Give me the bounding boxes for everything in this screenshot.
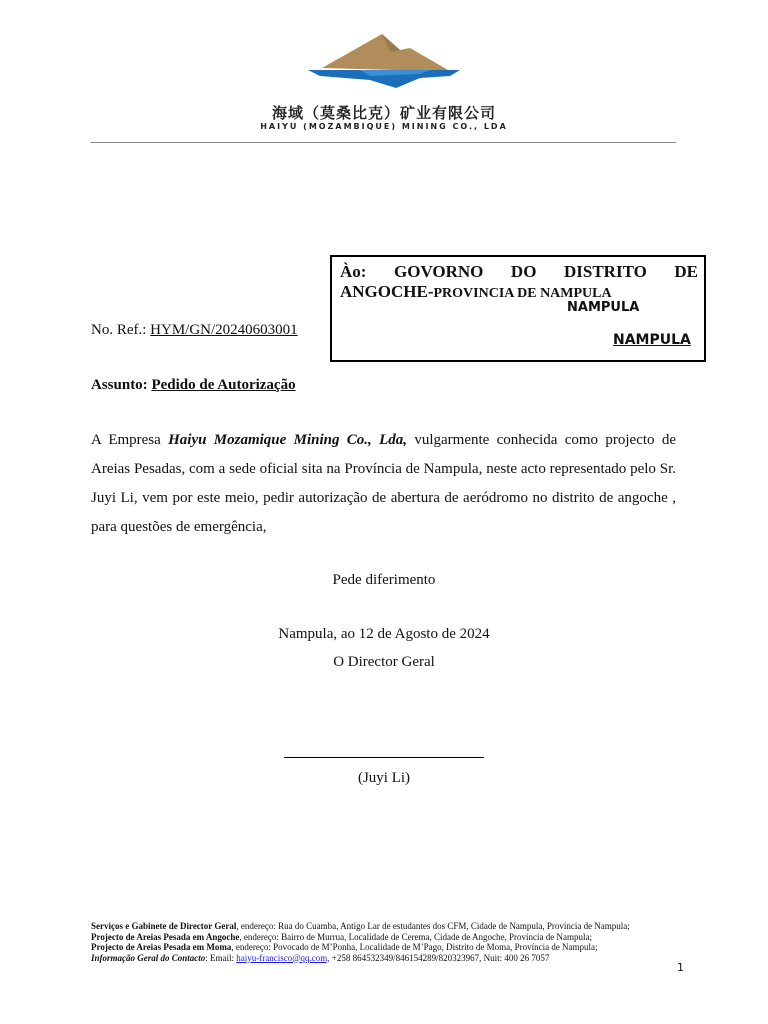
footer-email-link[interactable]: haiyu-francisco@qq.com, — [236, 952, 330, 963]
signer-title: O Director Geral — [333, 654, 435, 670]
footer-line-3: Projecto de Areias Pesada em Moma, endereço: Povocado de M’Ponha, Localidade de M’Pago, Distrito de Moma, Província de Nampula; — [91, 942, 598, 952]
date-line: Nampula, ao 12 de Agosto de 2024 — [278, 626, 490, 642]
addressee-line-1: Ào: GOVORNO DO DISTRITO DE — [340, 262, 698, 281]
signer-name: (Juyi Li) — [357, 770, 411, 786]
page-number: 1 — [677, 961, 684, 974]
closing: Pede diferimento — [332, 572, 436, 588]
signature-line — [284, 757, 484, 758]
footer-line-2: Projecto de Areias Pesada em Angoche, endereço: Bairro de Murrua, Localidade de Cerema, Cidade de Angoche, Província de Nampula; — [91, 931, 593, 942]
addressee-city-underlined: NAMPULA — [613, 332, 691, 348]
reference-number — [91, 322, 298, 339]
subject — [91, 377, 296, 394]
subject-value: Pedido de Autorização — [151, 377, 296, 393]
company-name-en: HAIYU (MOZAMBIQUE) MINING CO., LDA — [260, 122, 508, 131]
mountain-water-logo — [300, 30, 470, 100]
footer — [91, 921, 691, 963]
company-name-cn: 海域（莫桑比克）矿业有限公司 — [271, 104, 496, 122]
addressee-angoche: ANGOCHE- — [340, 282, 434, 301]
body-company: Haiyu Mozamique Mining Co., Lda, — [168, 432, 408, 448]
reference-label: No. Ref.: — [91, 322, 151, 338]
addressee-province: PROVINCIA DE NAMPULA — [433, 286, 612, 301]
addressee-line-2 — [340, 282, 612, 302]
body-prefix: A Empresa — [91, 432, 169, 448]
header-divider — [91, 142, 676, 143]
letter-body — [91, 426, 676, 542]
addressee-city: NAMPULA — [567, 300, 640, 315]
body-text: vulgarmente conhecida como projecto de Areias Pesadas, com a sede oficial sita na Província de Nampula, neste acto representado pelo Sr. Juyi Li, vem por este meio, pedir autorização de abertura de aeródromo no distrito de angoche , para questões de emergência, — [91, 432, 676, 535]
subject-label: Assunto: — [91, 377, 152, 393]
footer-line-4: Informação Geral do Contacto: Email: haiyu-francisco@qq.com, +258 864532349/846154289/820323967, Nuit: 400 26 7057 — [91, 952, 550, 963]
footer-line-1: Serviços e Gabinete de Director Geral, endereço: Rua do Cuamba, Antigo Lar de estudantes dos CFM, Cidade de Nampula, Província de Nampula; — [91, 921, 630, 931]
reference-value: HYM/GN/20240603001 — [150, 322, 298, 338]
